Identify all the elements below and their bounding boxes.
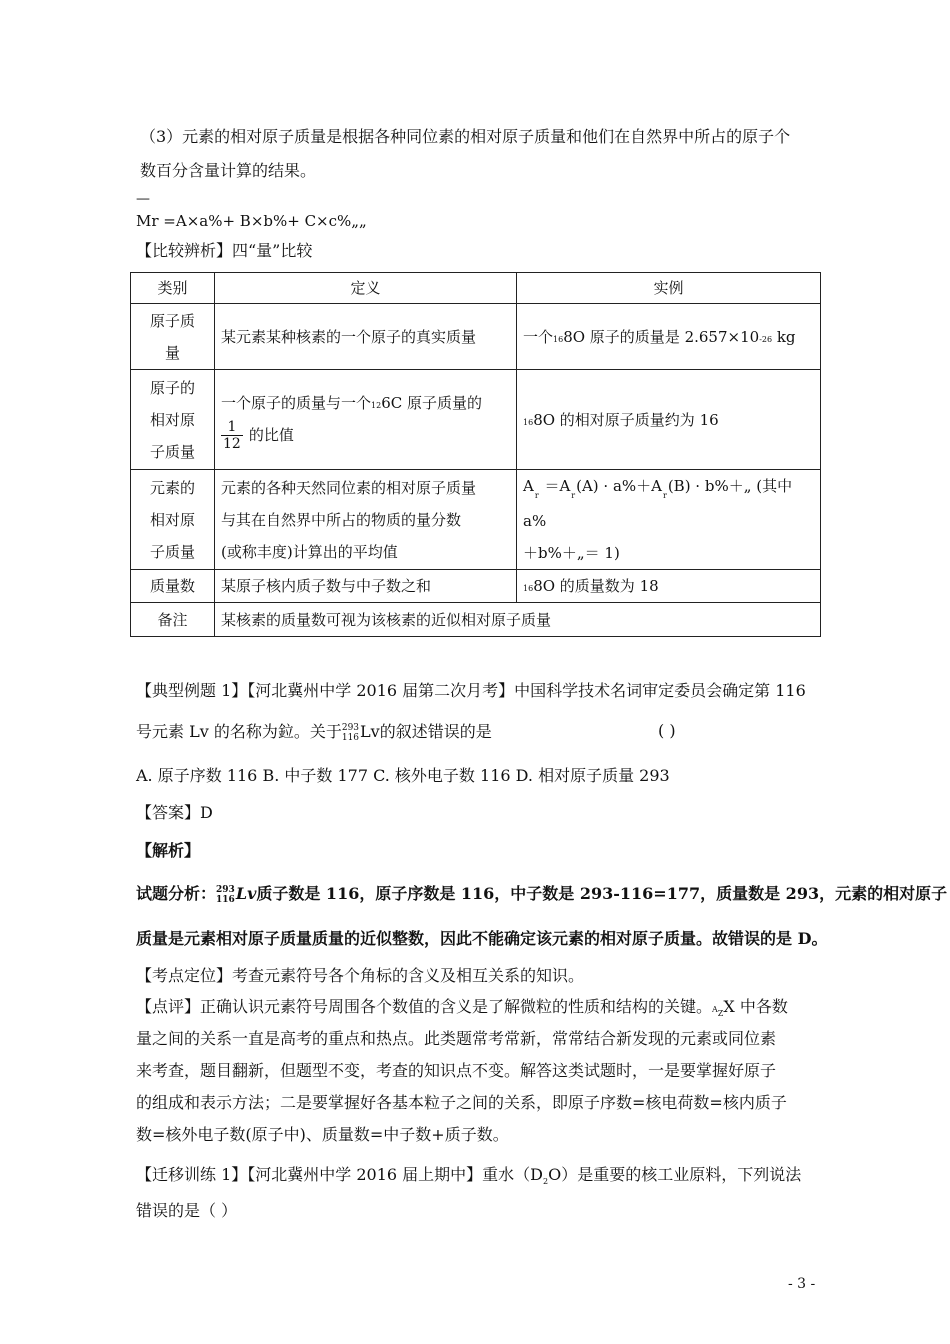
row-category: [131, 304, 215, 370]
example-text: ＝A: [539, 477, 571, 495]
subscript-r: r: [571, 491, 576, 500]
mass-number: 16: [553, 334, 564, 344]
isotope-mass: 293: [341, 722, 360, 733]
category-line: 原子质: [149, 311, 195, 330]
dianping-line2: 量之间的关系一直是高考的重点和热点。此类题常考常新，常常结合新发现的元素或同位素: [136, 1029, 777, 1048]
symbol-a: A: [523, 477, 534, 495]
table-header-row: [131, 273, 821, 304]
row-example: [517, 304, 821, 370]
dianping-line3: 来考查，题目翻新，但题型不变，考查的知识点不变。解答这类试题时，一是要掌握好原子: [136, 1061, 777, 1080]
example1-text: 号元素 Lv 的名称为鉝。关于: [136, 722, 342, 741]
example-line: [523, 470, 814, 537]
dianping-text: X 中各数: [723, 997, 788, 1016]
definition-text: 6C 原子质量的: [381, 393, 482, 412]
dianping-line4: 的组成和表示方法；二是要掌握好各基本粒子之间的关系，即原子序数=核电荷数=核内质子: [136, 1093, 787, 1112]
analysis-text: 质子数是 116，原子序数是 116，中子数是 293-116=177，质量数是 293，元素的相对原子: [256, 884, 948, 903]
transfer1-line2: 错误的是（ ）: [136, 1201, 238, 1220]
analysis-line2: 质量是元素相对原子质量质量的近似整数，因此不能确定该元素的相对原子质量。故错误的是 D。: [136, 929, 828, 948]
dianping-text: 【点评】正确认识元素符号周围各个数值的含义是了解微粒的性质和结构的关键。: [136, 997, 713, 1016]
mass-number: 12: [371, 400, 382, 410]
category-line: 相对原: [149, 510, 195, 529]
example1-line2: [136, 720, 492, 744]
analysis-heading: 【解析】: [136, 841, 201, 860]
example1-options: A. 原子序数 116 B. 中子数 177 C. 核外电子数 116 D. 相对原子质量 293: [136, 766, 670, 785]
exponent: -26: [759, 334, 773, 344]
example-unit: kg: [772, 327, 796, 346]
row-note: 某核素的质量数可视为该核素的近似相对原子质量: [215, 603, 821, 637]
header-category: 类别: [131, 273, 215, 304]
isotope-symbol: Lv: [235, 884, 257, 903]
row-category: [131, 470, 215, 570]
category-line: 相对原: [149, 410, 195, 429]
example-text: (A) · a%＋A: [576, 477, 662, 495]
compare-heading: 【比较辨析】四“量”比较: [136, 241, 313, 260]
example-text: 8O 的相对原子质量约为 16: [533, 410, 719, 429]
definition-text: 一个原子的质量与一个: [221, 393, 372, 412]
analysis-line1: [136, 881, 947, 907]
row-category: [131, 370, 215, 470]
isotope-prefix: [342, 723, 359, 743]
definition-line: (或称丰度)计算出的平均值: [221, 542, 398, 561]
example1-text: 的叙述错误的是: [379, 722, 492, 741]
header-definition: 定义: [215, 273, 517, 304]
isotope-symbol: Lv: [360, 722, 380, 741]
row-example: [517, 370, 821, 470]
category-line: 子质量: [149, 442, 195, 461]
subscript-r: r: [534, 491, 539, 500]
mass-number: 16: [523, 417, 534, 427]
analysis-text: 试题分析：: [136, 884, 217, 903]
example-text: 8O 的质量数为 18: [533, 577, 659, 595]
row-example: [517, 470, 821, 570]
fraction-numerator: 1: [221, 419, 243, 436]
example-text: (B) · b%＋„ (其中 a%: [523, 477, 793, 530]
definition-line: 元素的各种天然同位素的相对原子质量: [221, 478, 477, 497]
transfer1-text: 【迁移训练 1】【河北冀州中学 2016 届上期中】重水（D: [136, 1165, 543, 1184]
row-definition: 某原子核内质子数与中子数之和: [215, 570, 517, 603]
definition-line: [221, 387, 510, 419]
definition-text: 的比值: [248, 425, 294, 444]
table-row: [131, 603, 821, 637]
para3-line2: 数百分含量计算的结果。: [140, 161, 317, 180]
subscript-2: 2: [543, 1177, 549, 1186]
superscript-a: A: [712, 1005, 718, 1014]
category-line: 元素的: [149, 478, 195, 497]
table-row: [131, 570, 821, 603]
category-line: 子质量: [149, 542, 195, 561]
transfer1-line1: [136, 1165, 801, 1185]
isotope-number: 116: [216, 894, 235, 905]
table-row: [131, 470, 821, 570]
example-text: 一个: [523, 327, 554, 346]
subscript-r: r: [662, 491, 667, 500]
comparison-table: [130, 272, 821, 637]
answer-blank: ( ): [658, 721, 676, 740]
row-category: 质量数: [131, 570, 215, 603]
dianping-line1: [136, 997, 788, 1017]
example-line: ＋b%＋„＝ 1): [523, 544, 620, 562]
row-category: 备注: [131, 603, 215, 637]
formula-bar: —: [136, 191, 150, 207]
header-example: 实例: [517, 273, 821, 304]
example1-line1: 【典型例题 1】【河北冀州中学 2016 届第二次月考】中国科学技术名词审定委员会确定第 116: [136, 681, 806, 700]
dianping-line5: 数=核外电子数(原子中)、质量数=中子数+质子数。: [136, 1125, 509, 1144]
formula: Mr =A×a%+ B×b%+ C×c%„„: [136, 212, 367, 230]
fraction-denominator: 12: [223, 436, 241, 453]
category-line: 原子的: [149, 378, 195, 397]
definition-line: [221, 419, 510, 453]
row-definition: [215, 370, 517, 470]
answer: 【答案】D: [136, 803, 213, 822]
table-row: [131, 304, 821, 370]
fraction: [221, 419, 243, 452]
transfer1-text: O）是重要的核工业原料，下列说法: [548, 1165, 802, 1184]
definition-line: 与其在自然界中所占的物质的量分数: [221, 510, 462, 529]
subscript-z: Z: [717, 1009, 724, 1018]
example-text: 8O 原子的质量是 2.657×10: [563, 327, 760, 346]
row-definition: [215, 470, 517, 570]
mass-number: 16: [523, 584, 534, 593]
category-line: 量: [164, 343, 180, 362]
isotope-mass: 293: [216, 884, 235, 895]
page-number: - 3 -: [788, 1276, 816, 1292]
table-row: [131, 370, 821, 470]
para3-line1: （3）元素的相对原子质量是根据各种同位素的相对原子质量和他们在自然界中所占的原子个: [140, 127, 791, 146]
row-example: [517, 570, 821, 603]
row-definition: 某元素某种核素的一个原子的真实质量: [215, 304, 517, 370]
kaodian: 【考点定位】考查元素符号各个角标的含义及相互关系的知识。: [136, 966, 585, 985]
isotope-number: 116: [341, 732, 360, 743]
isotope-prefix: [216, 885, 235, 905]
